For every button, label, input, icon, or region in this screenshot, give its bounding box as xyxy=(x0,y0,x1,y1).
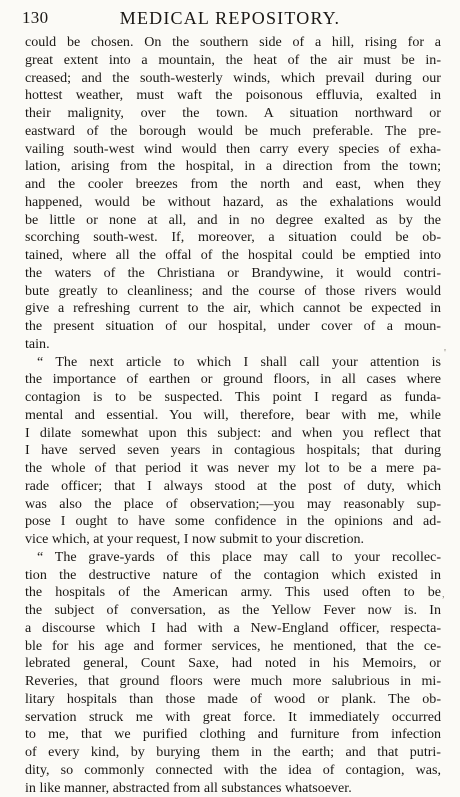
text-line: contagion is to be suspected. This point I regard as funda- xyxy=(25,389,441,407)
text-line: hottest weather, must waft the poisonous effluvia, exalted in xyxy=(25,87,441,105)
text-line: mental and essential. You will, therefore, bear with me, while xyxy=(25,407,441,425)
text-line: vailing south-west wind would then carry every species of exha- xyxy=(25,141,441,159)
text-line: I dilate somewhat upon this subject: and when you reflect that xyxy=(25,425,441,443)
text-line: give a refreshing current to the air, which cannot be expected in xyxy=(25,300,441,318)
running-head xyxy=(22,8,438,30)
text-line: eastward of the borough would be much preferable. The pre- xyxy=(25,123,441,141)
text-line: be little or none at all, and in no degree exalted as by the xyxy=(25,212,441,230)
page-number: 130 xyxy=(22,8,48,28)
text-line: a discourse which I had with a New-England officer, respecta- xyxy=(25,620,441,638)
text-line: scorching south-west. If, moreover, a situation could be ob- xyxy=(25,229,441,247)
text-line: the whole of that period it was never my lot to be a mere pa- xyxy=(25,460,441,478)
body-text xyxy=(25,34,441,797)
text-line: could be chosen. On the southern side of a hill, rising for a xyxy=(25,34,441,52)
text-line: “ The grave-yards of this place may call to your recollec- xyxy=(25,549,441,567)
text-line: tion the destructive nature of the contagion which existed in xyxy=(25,567,441,585)
text-line: in like manner, abstracted from all substances whatsoever. xyxy=(25,780,441,797)
text-line: Reveries, that ground floors were much more salubrious in mi- xyxy=(25,673,441,691)
text-line: vice which, at your request, I now submit to your discretion. xyxy=(25,531,441,549)
margin-mark: ' xyxy=(444,347,446,359)
text-line: bute greatly to cleanliness; and the course of those rivers would xyxy=(25,283,441,301)
text-line: litary hospitals than those made of wood or plank. The ob- xyxy=(25,691,441,709)
text-line: dity, so commonly connected with the idea of contagion, was, xyxy=(25,762,441,780)
text-line: the waters of the Christiana or Brandywine, it would contri- xyxy=(25,265,441,283)
text-line: creased; and the south-westerly winds, which prevail during our xyxy=(25,70,441,88)
text-line: tain. xyxy=(25,336,441,354)
text-line: rade officer; that I always stood at the post of duty, which xyxy=(25,478,441,496)
text-line: tained, where all the offal of the hospital could be emptied into xyxy=(25,247,441,265)
text-line: happened, would be without hazard, as the exhalations would xyxy=(25,194,441,212)
text-line: pose I ought to have some confidence in the opinions and ad- xyxy=(25,513,441,531)
text-line: great extent into a mountain, the heat of the air must be in- xyxy=(25,52,441,70)
margin-mark: , xyxy=(442,588,445,600)
text-line: “ The next article to which I shall call your attention is xyxy=(25,354,441,372)
text-line: of every kind, by burying them in the earth; and that putri- xyxy=(25,744,441,762)
text-line: was also the place of observation;—you may reasonably sup- xyxy=(25,496,441,514)
text-line: the hospitals of the American army. This used often to be xyxy=(25,584,441,602)
text-line: lebrated general, Count Saxe, had noted in his Memoirs, or xyxy=(25,655,441,673)
text-line: servation struck me with great force. It immediately occurred xyxy=(25,709,441,727)
text-line: the subject of conversation, as the Yellow Fever now is. In xyxy=(25,602,441,620)
running-title: MEDICAL REPOSITORY. xyxy=(22,8,438,29)
text-line: the importance of earthen or ground floors, in all cases where xyxy=(25,371,441,389)
text-line: lation, arising from the hospital, in a direction from the town; xyxy=(25,158,441,176)
text-line: ble for his age and former services, he mentioned, that the ce- xyxy=(25,638,441,656)
text-line: and the cooler breezes from the north and east, when they xyxy=(25,176,441,194)
text-line: their malignity, over the town. A situation northward or xyxy=(25,105,441,123)
text-line: the present situation of our hospital, under cover of a moun- xyxy=(25,318,441,336)
text-line: I have served seven years in contagious hospitals; that during xyxy=(25,442,441,460)
text-line: to me, that we purified clothing and furniture from infection xyxy=(25,726,441,744)
